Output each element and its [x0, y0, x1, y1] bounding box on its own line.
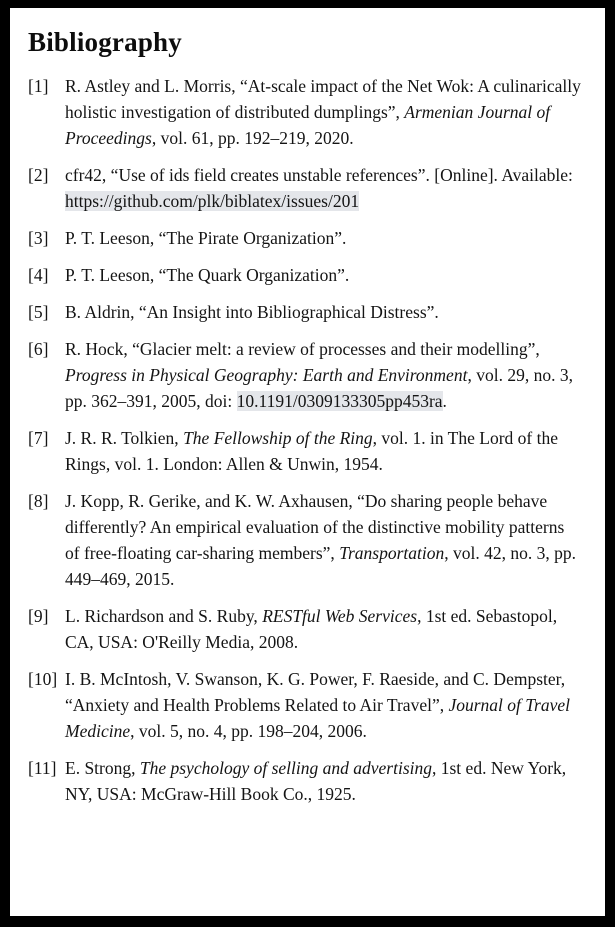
reference-plain-text: , vol. 61, pp. 192–219, 2020. [151, 128, 354, 148]
reference-italic-title: The psychology of selling and advertising [139, 758, 432, 778]
reference-number: [1] [28, 76, 49, 96]
reference-plain-text: , vol. 29, no. 3, pp. 362–391, 2005, doi: [65, 365, 573, 411]
reference-link[interactable]: 10.1191/0309133305pp453ra [236, 391, 443, 411]
reference-number: [10] [28, 669, 58, 689]
reference-text [65, 76, 581, 148]
reference-plain-text: P. T. Leeson, “The Pirate Organization”. [65, 228, 347, 248]
reference-entry [28, 603, 583, 655]
reference-entry [28, 299, 583, 325]
document-page [10, 8, 605, 916]
reference-entry [28, 162, 583, 214]
bibliography-list [28, 73, 583, 807]
reference-number: [5] [28, 302, 49, 322]
reference-italic-title: Progress in Physical Geography: Earth and Environment [65, 365, 468, 385]
reference-plain-text: R. Hock, “Glacier melt: a review of processes and their modelling”, [65, 339, 540, 359]
reference-number: [2] [28, 165, 49, 185]
reference-plain-text: , 1st ed. New York, NY, USA: McGraw-Hill Book Co., 1925. [65, 758, 567, 804]
reference-number: [6] [28, 339, 49, 359]
reference-number: [8] [28, 491, 49, 511]
reference-entry [28, 225, 583, 251]
reference-link[interactable]: https://github.com/plk/biblatex/issues/201 [65, 191, 360, 211]
reference-text [65, 606, 557, 652]
reference-plain-text: , vol. 5, no. 4, pp. 198–204, 2006. [130, 721, 367, 741]
page-title: Bibliography [28, 27, 182, 57]
reference-plain-text: J. Kopp, R. Gerike, and K. W. Axhausen, “Do sharing people behave differently? An empirical evaluation of the distinctive mobility patterns of free-floating car-sharing members”, [65, 491, 565, 563]
reference-number: [4] [28, 265, 49, 285]
reference-entry [28, 262, 583, 288]
reference-plain-text: I. B. McIntosh, V. Swanson, K. G. Power, F. Raeside, and C. Dempster, “Anxiety and Health Problems Related to Air Travel”, [65, 669, 566, 715]
reference-plain-text: P. T. Leeson, “The Quark Organization”. [65, 265, 350, 285]
reference-text [65, 228, 346, 248]
reference-entry [28, 488, 583, 592]
reference-plain-text: , 1st ed. Sebastopol, CA, USA: O'Reilly Media, 2008. [65, 606, 558, 652]
reference-text [65, 669, 570, 741]
reference-text [65, 339, 573, 411]
reference-italic-title: The Fellowship of the Ring [183, 428, 373, 448]
reference-entry [28, 755, 583, 807]
reference-plain-text: . [442, 391, 447, 411]
reference-italic-title: RESTful Web Services [262, 606, 418, 626]
reference-entry [28, 425, 583, 477]
reference-italic-title: Transportation [339, 543, 445, 563]
reference-number: [11] [28, 758, 57, 778]
reference-plain-text: R. Astley and L. Morris, “At-scale impact of the Net Wok: A culinarically holistic investigation of distributed dumplings”, [65, 76, 581, 122]
reference-plain-text: , vol. 1. in The Lord of the Rings, vol. 1. London: Allen & Unwin, 1954. [65, 428, 558, 474]
reference-number: [7] [28, 428, 49, 448]
reference-text [65, 302, 439, 322]
reference-italic-title: Armenian Journal of Proceedings [65, 102, 551, 148]
reference-plain-text: E. Strong, [65, 758, 140, 778]
reference-entry [28, 73, 583, 151]
reference-plain-text: L. Richardson and S. Ruby, [65, 606, 263, 626]
reference-plain-text: J. R. R. Tolkien, [65, 428, 184, 448]
reference-text [65, 758, 566, 804]
reference-text [65, 428, 558, 474]
reference-plain-text: B. Aldrin, “An Insight into Bibliographical Distress”. [65, 302, 439, 322]
reference-entry [28, 666, 583, 744]
reference-plain-text: , vol. 42, no. 3, pp. 449–469, 2015. [65, 543, 576, 589]
reference-text [65, 491, 576, 589]
reference-text [65, 265, 349, 285]
page-content [10, 8, 605, 807]
reference-text [65, 165, 573, 211]
reference-italic-title: Journal of Travel Medicine [65, 695, 571, 741]
reference-number: [9] [28, 606, 49, 626]
reference-entry [28, 336, 583, 414]
reference-number: [3] [28, 228, 49, 248]
reference-plain-text: cfr42, “Use of ids field creates unstable references”. [Online]. Available: [65, 165, 573, 185]
